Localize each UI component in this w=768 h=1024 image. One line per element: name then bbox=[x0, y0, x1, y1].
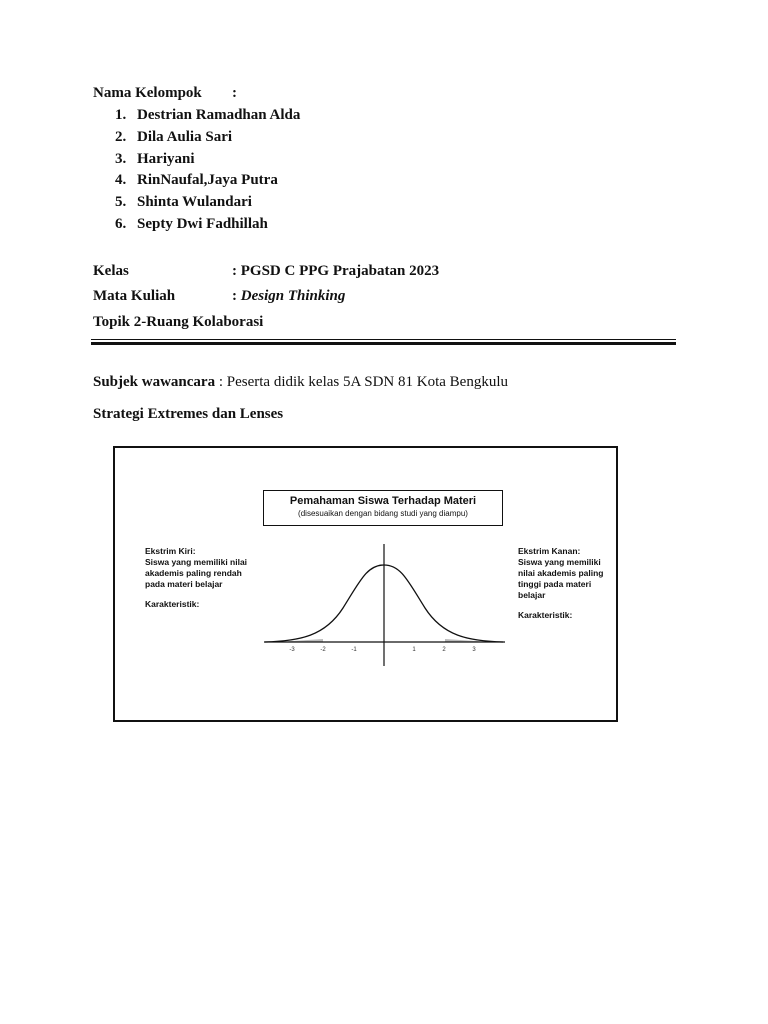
member-number: 3. bbox=[115, 151, 127, 167]
strategy-title: Strategi Extremes dan Lenses bbox=[93, 406, 284, 422]
tick-label: -3 bbox=[289, 647, 295, 653]
group-colon: : bbox=[232, 85, 237, 101]
member-list-item bbox=[115, 150, 195, 168]
right-extreme-desc: Siswa yang memiliki bbox=[518, 557, 601, 567]
tick-label: -2 bbox=[320, 647, 326, 653]
bell-curve-chart bbox=[115, 448, 616, 720]
member-number: 4. bbox=[115, 172, 127, 188]
member-number: 1. bbox=[115, 107, 127, 123]
figure-title: Pemahaman Siswa Terhadap Materi bbox=[289, 495, 477, 507]
member-number: 6. bbox=[115, 216, 127, 232]
subject-value: : Peserta didik kelas 5A SDN 81 Kota Bengkulu bbox=[218, 374, 508, 390]
member-list-item bbox=[115, 106, 300, 124]
group-label-text: Nama Kelompok bbox=[93, 85, 202, 101]
left-extreme-heading: Ekstrim Kiri: bbox=[145, 546, 196, 556]
subject-line bbox=[93, 373, 508, 391]
left-characteristic-label: Karakteristik: bbox=[145, 599, 200, 609]
member-number: 5. bbox=[115, 194, 127, 210]
subject-label: Subjek wawancara bbox=[93, 374, 216, 390]
figure-subtitle: (disesuaikan dengan bidang studi yang diampu) bbox=[298, 509, 468, 518]
right-extreme-desc: belajar bbox=[518, 590, 546, 600]
member-name: Shinta Wulandari bbox=[137, 194, 252, 210]
tick-label: 3 bbox=[472, 647, 476, 653]
right-extreme-heading: Ekstrim Kanan: bbox=[518, 546, 581, 556]
group-label bbox=[93, 84, 202, 102]
matkul-name: Design Thinking bbox=[240, 288, 346, 304]
tick-label: -1 bbox=[351, 647, 357, 653]
member-list-item bbox=[115, 171, 278, 189]
right-characteristic-label: Karakteristik: bbox=[518, 610, 573, 620]
tick-label: 2 bbox=[442, 647, 446, 653]
left-extreme-desc: akademis paling rendah bbox=[145, 568, 242, 578]
member-list-item bbox=[115, 215, 268, 233]
matkul-colon: : bbox=[232, 288, 237, 304]
member-name: Dila Aulia Sari bbox=[137, 129, 233, 145]
left-extreme-desc: pada materi belajar bbox=[145, 579, 223, 589]
kelas-label: Kelas bbox=[93, 263, 129, 279]
tick-label: 1 bbox=[412, 647, 416, 653]
matkul-value bbox=[232, 287, 345, 305]
member-number: 2. bbox=[115, 129, 127, 145]
extremes-figure bbox=[113, 446, 618, 722]
right-extreme-desc: nilai akademis paling bbox=[518, 568, 604, 578]
member-name: RinNaufal,Jaya Putra bbox=[137, 172, 278, 188]
member-name: Septy Dwi Fadhillah bbox=[137, 216, 268, 232]
topic-title: Topik 2-Ruang Kolaborasi bbox=[93, 314, 264, 330]
member-name: Destrian Ramadhan Alda bbox=[137, 107, 301, 123]
divider-thin bbox=[91, 339, 676, 340]
member-name: Hariyani bbox=[137, 151, 195, 167]
member-list-item bbox=[115, 193, 252, 211]
kelas-value: : PGSD C PPG Prajabatan 2023 bbox=[232, 263, 440, 279]
divider-thick bbox=[91, 342, 676, 345]
right-extreme-desc: tinggi pada materi bbox=[518, 579, 592, 589]
matkul-label: Mata Kuliah bbox=[93, 288, 176, 304]
left-extreme-desc: Siswa yang memiliki nilai bbox=[145, 557, 248, 567]
member-list-item bbox=[115, 128, 232, 146]
